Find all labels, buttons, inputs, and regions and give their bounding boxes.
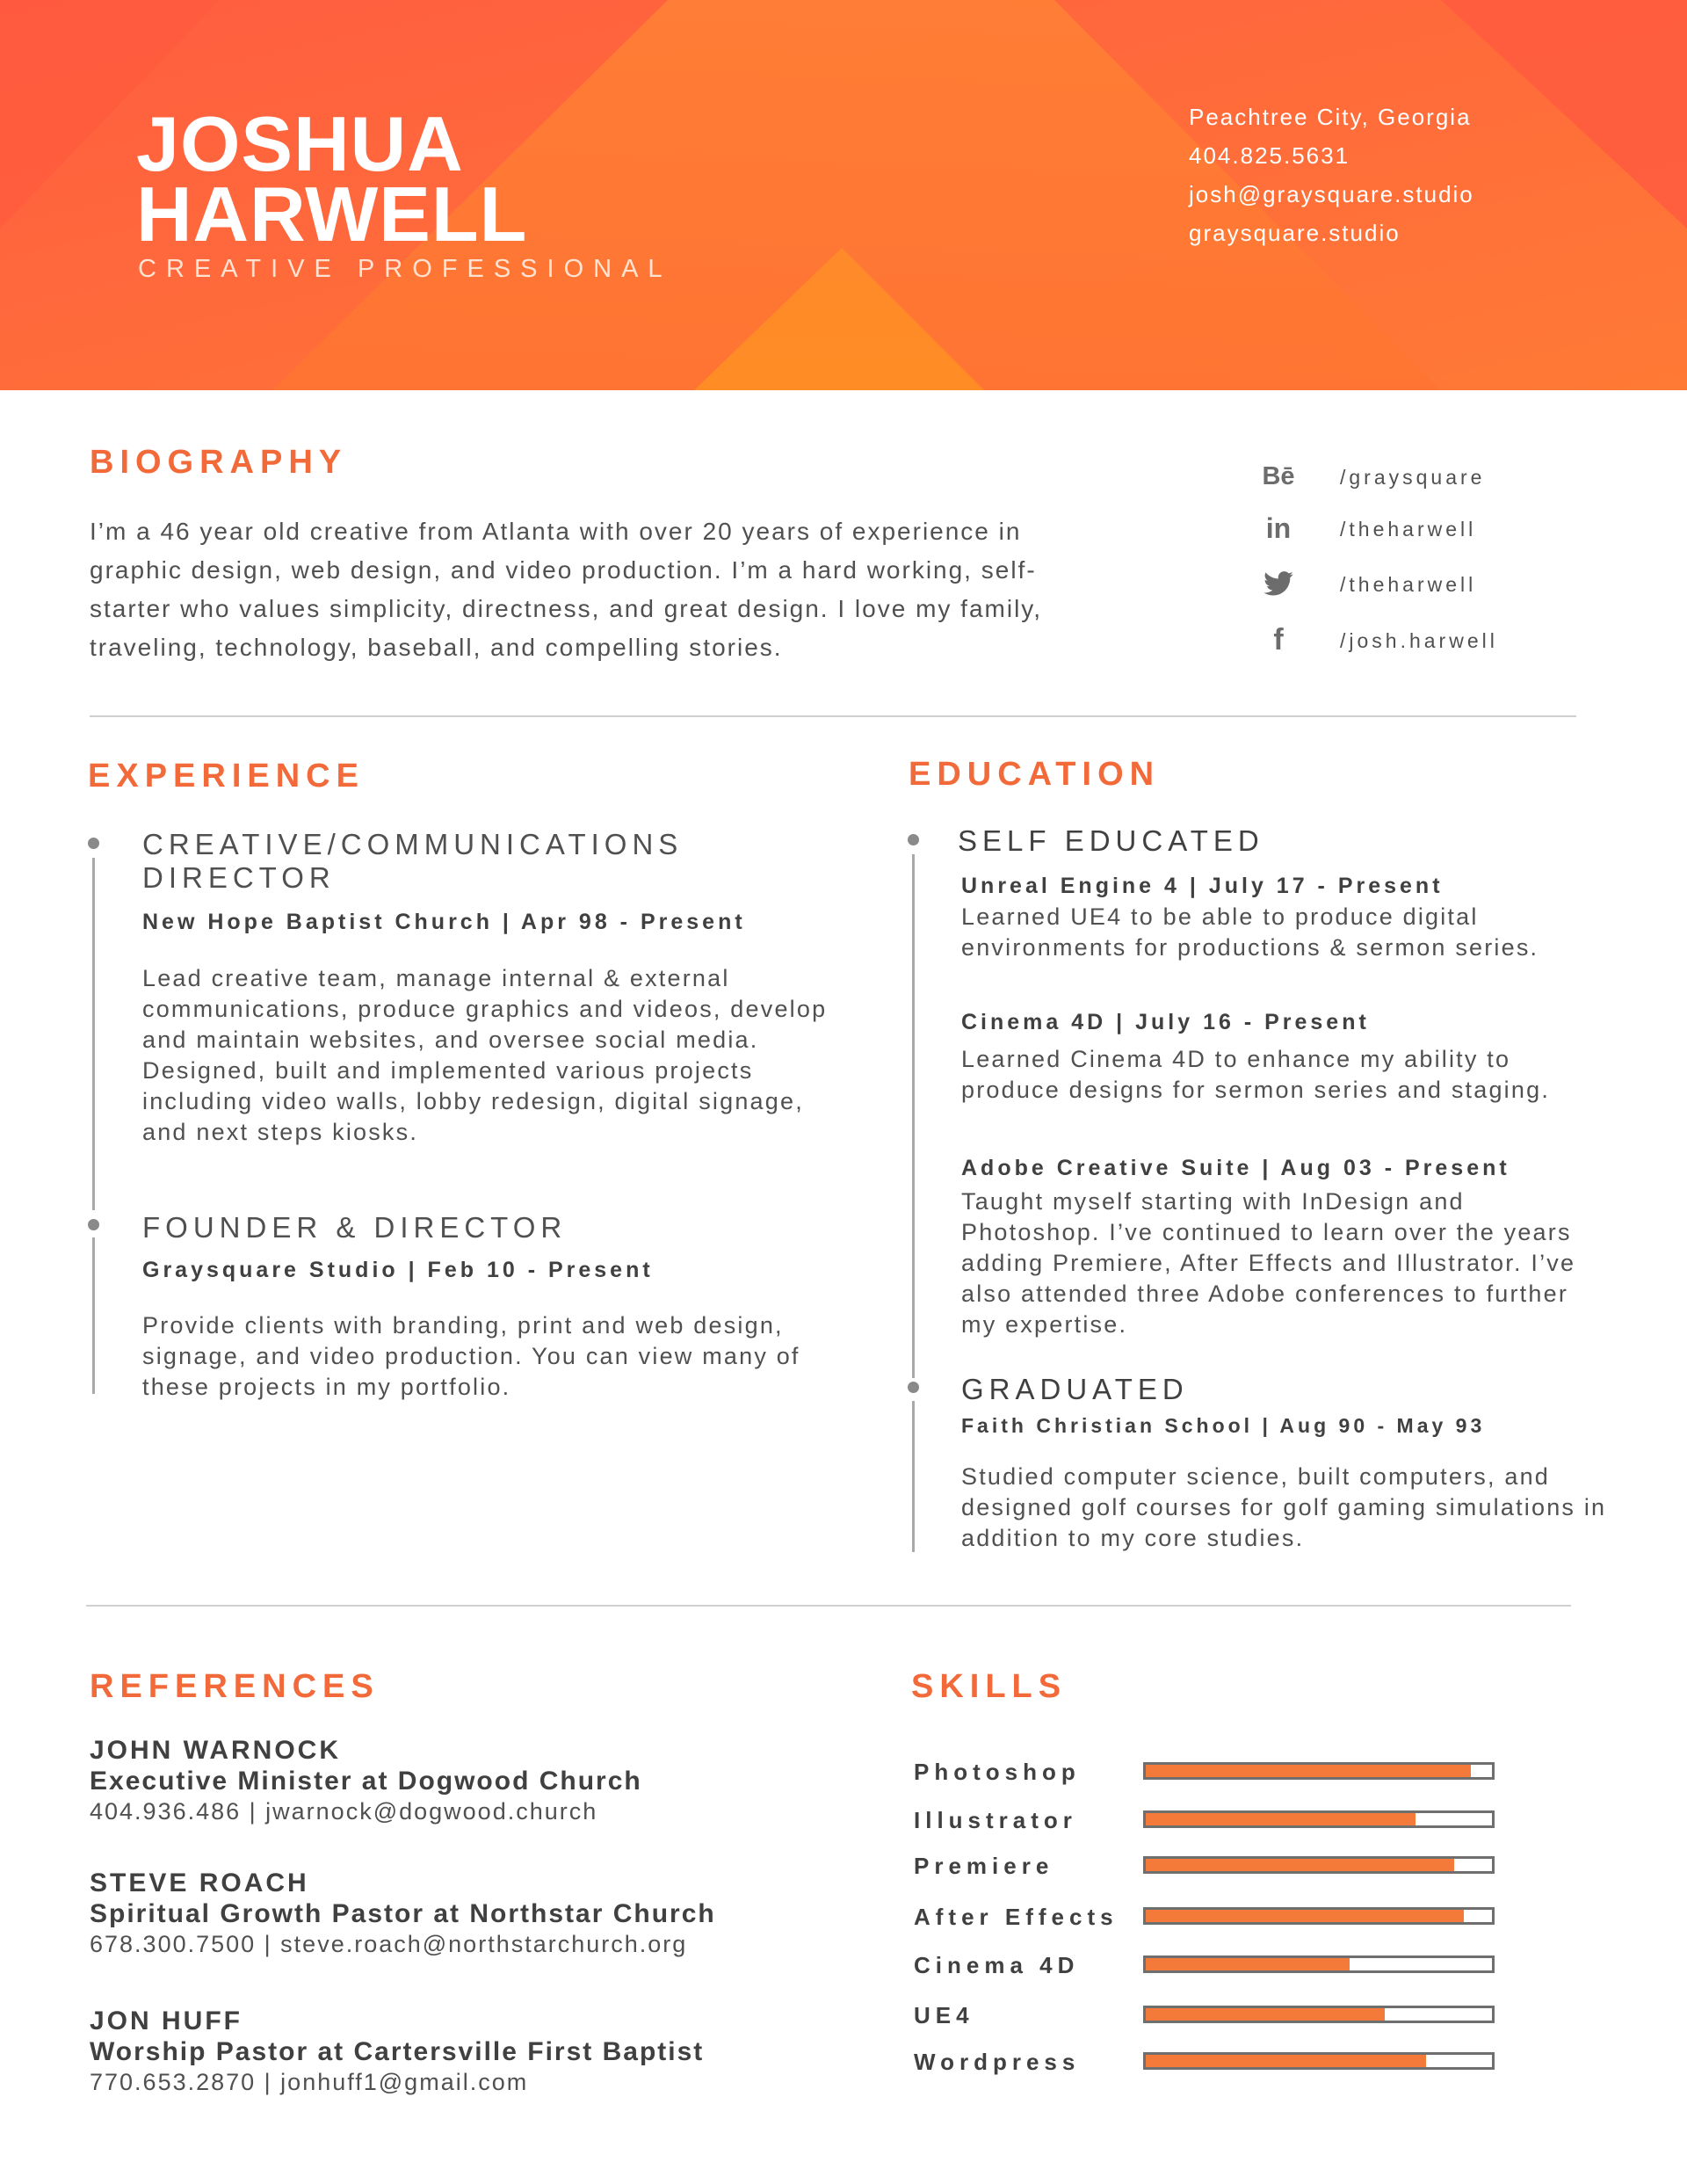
job-title-1-line1: CREATIVE/COMMUNICATIONS [142, 828, 684, 860]
edu-item-3-description: Taught myself starting with InDesign and Photoshop. I’ve continued to learn over the years adding Premiere, After Effects and Illustrator. I’ve also attended three Adobe conferences to further my expertise. [961, 1188, 1576, 1338]
edu-item-2-subtitle: Cinema 4D | July 16 - Present [961, 1010, 1370, 1034]
timeline-dot-2 [88, 1219, 99, 1230]
divider-top [90, 715, 1576, 717]
contact-location: Peachtree City, Georgia [1189, 104, 1472, 130]
timeline-line-2 [92, 1237, 95, 1394]
behance-icon[interactable] [1259, 457, 1298, 496]
social-handle-twitter[interactable]: /theharwell [1340, 573, 1477, 596]
reference-2-contact[interactable]: 678.300.7500 | steve.roach@northstarchurch.org [90, 1931, 688, 1957]
name-last: HARWELL [136, 171, 528, 258]
skill-bar-fill [1146, 1910, 1464, 1922]
graduated-heading: GRADUATED [961, 1373, 1189, 1405]
divider-bottom [86, 1605, 1571, 1607]
skill-bar-fill [1146, 1813, 1415, 1825]
edu-item-2-description: Learned Cinema 4D to enhance my ability to produce designs for sermon series and staging. [961, 1046, 1551, 1103]
graduated-subtitle: Faith Christian School | Aug 90 - May 93 [961, 1414, 1486, 1437]
skill-bar-fill [1146, 1765, 1471, 1777]
self-educated-heading: SELF EDUCATED [958, 824, 1264, 857]
job-subtitle-2: Graysquare Studio | Feb 10 - Present [142, 1258, 654, 1282]
header-banner [0, 0, 1687, 390]
reference-2-role: Spiritual Growth Pastor at Northstar Church [90, 1899, 716, 1928]
timeline-dot-1 [88, 838, 99, 849]
facebook-glyph: f [1273, 622, 1284, 657]
edu-timeline-line-2 [912, 1401, 915, 1552]
job-subtitle-1: New Hope Baptist Church | Apr 98 - Present [142, 910, 746, 934]
skill-label: Premiere [914, 1853, 1054, 1879]
job-subtitle: CREATIVE PROFESSIONAL [138, 255, 672, 283]
linkedin-icon[interactable] [1259, 509, 1298, 548]
edu-item-3-subtitle: Adobe Creative Suite | Aug 03 - Present [961, 1156, 1510, 1180]
skill-label: Cinema 4D [914, 1952, 1080, 1978]
edu-item-1-description: Learned UE4 to be able to produce digital environments for productions & sermon series. [961, 903, 1539, 961]
behance-glyph: Bē [1262, 461, 1295, 490]
edu-item-1-subtitle: Unreal Engine 4 | July 17 - Present [961, 874, 1444, 898]
reference-1-contact[interactable]: 404.936.486 | jwarnock@dogwood.church [90, 1798, 598, 1825]
skill-bar-track [1143, 2006, 1495, 2023]
contact-phone[interactable]: 404.825.5631 [1189, 142, 1350, 169]
skill-bar-fill [1146, 2008, 1385, 2021]
contact-website[interactable]: graysquare.studio [1189, 220, 1401, 246]
experience-title: EXPERIENCE [88, 758, 365, 795]
job-description-1: Lead creative team, manage internal & external communications, produce graphics and videos, develop and maintain websites, and oversee social media. Designed, built and implemented various projects including video walls, lobby redesign, digital signage, and next steps kiosks. [142, 965, 828, 1145]
reference-1-role: Executive Minister at Dogwood Church [90, 1767, 642, 1796]
biography-title: BIOGRAPHY [90, 444, 348, 481]
job-description-2: Provide clients with branding, print and web design, signage, and video production. You can view many of these projects in my portfolio. [142, 1312, 800, 1400]
reference-3-name: JON HUFF [90, 2006, 243, 2035]
skill-bar-track [1143, 1810, 1495, 1828]
references-title: REFERENCES [90, 1668, 380, 1705]
reference-3-contact[interactable]: 770.653.2870 | jonhuff1@gmail.com [90, 2069, 529, 2095]
skill-label: UE4 [914, 2002, 974, 2028]
education-title: EDUCATION [909, 756, 1161, 793]
skill-bar-track [1143, 1955, 1495, 1973]
skill-bar-track [1143, 1856, 1495, 1874]
graduated-description: Studied computer science, built computers, and designed golf courses for golf gaming simulations in addition to my core studies. [961, 1463, 1607, 1551]
skill-bar-fill [1146, 1958, 1350, 1970]
skills-title: SKILLS [911, 1668, 1068, 1705]
skill-bar-track [1143, 1762, 1495, 1780]
reference-3-role: Worship Pastor at Cartersville First Baptist [90, 2037, 705, 2066]
timeline-line-1 [92, 858, 95, 1210]
twitter-icon[interactable] [1259, 564, 1298, 603]
social-handle-facebook[interactable]: /josh.harwell [1340, 629, 1498, 652]
skill-label: After Effects [914, 1904, 1119, 1930]
edu-timeline-dot-1 [908, 834, 919, 845]
job-title-2: FOUNDER & DIRECTOR [142, 1211, 568, 1244]
twitter-bird-icon [1263, 571, 1293, 596]
skill-label: Illustrator [914, 1807, 1077, 1833]
skill-label: Wordpress [914, 2049, 1081, 2075]
social-handle-behance[interactable]: /graysquare [1340, 466, 1486, 489]
reference-1-name: JOHN WARNOCK [90, 1736, 342, 1765]
facebook-icon[interactable] [1259, 620, 1298, 659]
edu-timeline-line-1 [912, 854, 915, 1378]
edu-timeline-dot-2 [908, 1382, 919, 1393]
skill-bar-track [1143, 1907, 1495, 1925]
biography-text: I’m a 46 year old creative from Atlanta with over 20 years of experience in graphic design, web design, and video production. I’m a hard working, self-starter who values simplicity, directness, and great design. I love my family, traveling, technology, baseball, and compelling stories. [90, 518, 1042, 661]
name-first: JOSHUA [136, 100, 464, 187]
social-handle-linkedin[interactable]: /theharwell [1340, 518, 1477, 541]
skill-label: Photoshop [914, 1759, 1081, 1785]
job-title-1-line2: DIRECTOR [142, 861, 336, 894]
skill-bar-track [1143, 2052, 1495, 2070]
reference-2-name: STEVE ROACH [90, 1868, 309, 1897]
linkedin-glyph: in [1265, 512, 1292, 544]
skill-bar-fill [1146, 1859, 1454, 1871]
contact-email[interactable]: josh@graysquare.studio [1189, 181, 1474, 207]
skill-bar-fill [1146, 2055, 1426, 2067]
